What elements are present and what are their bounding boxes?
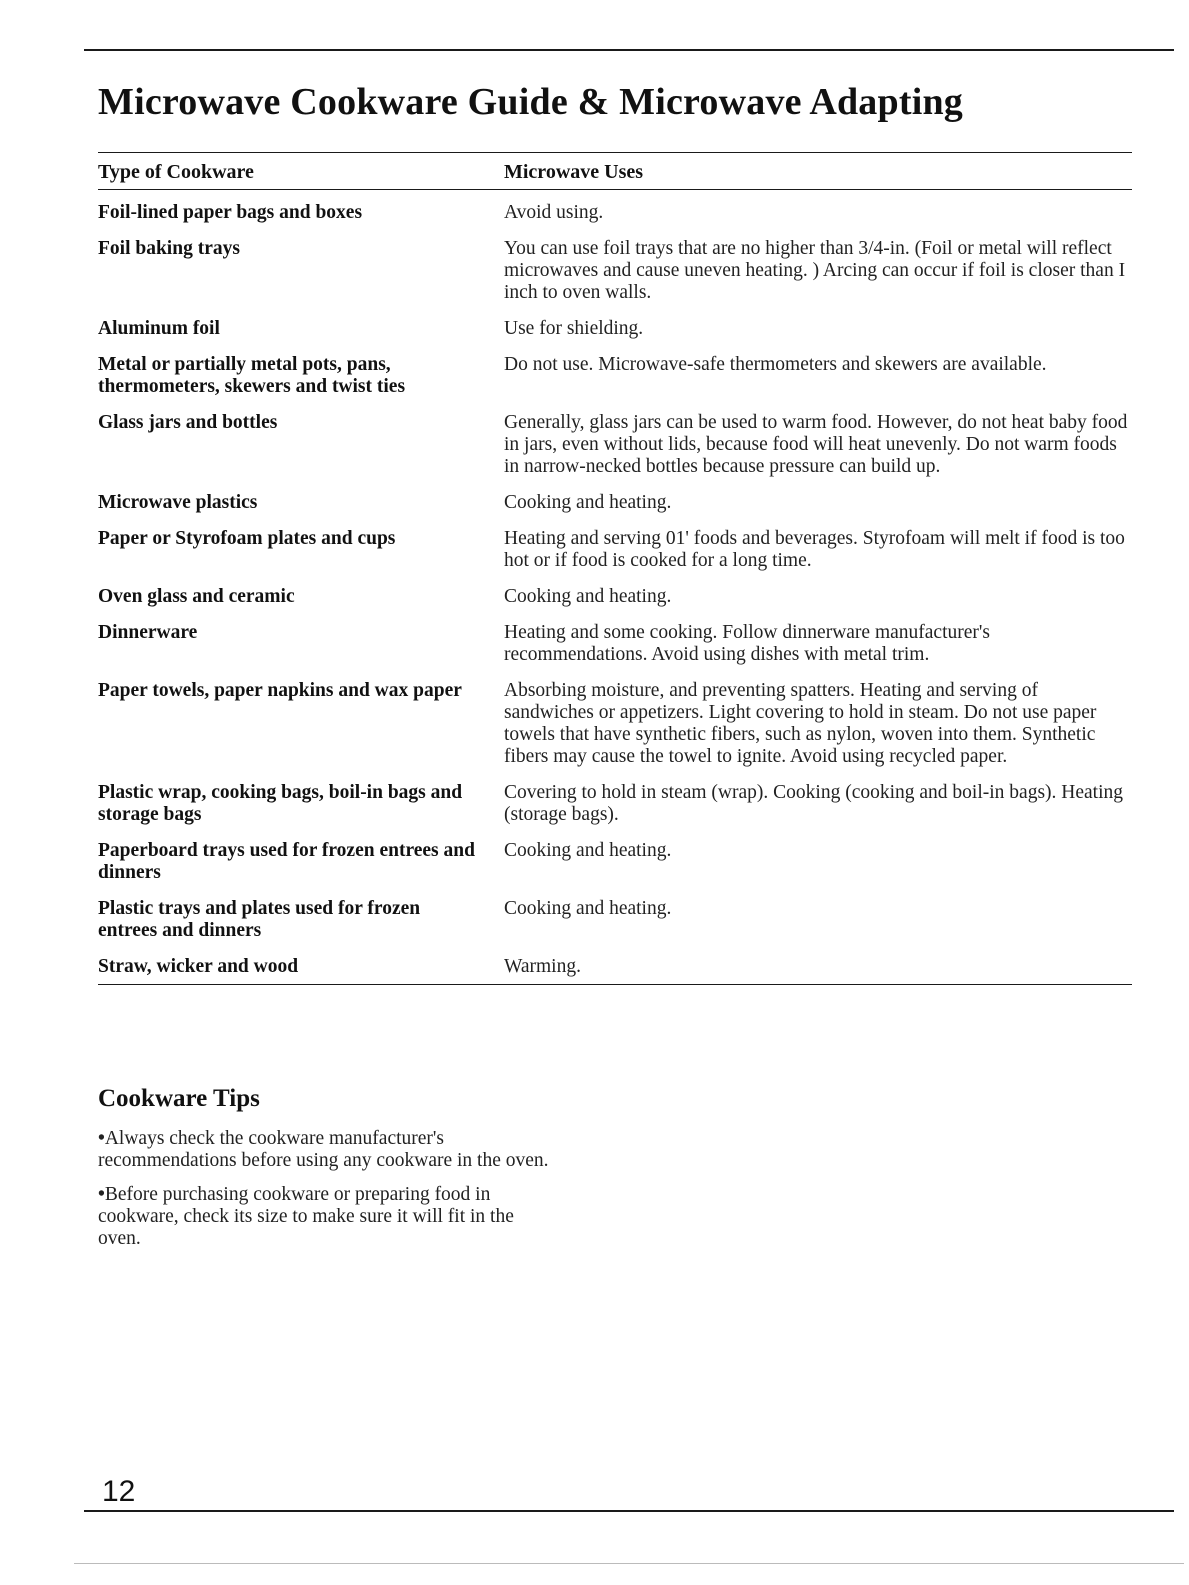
tip-item <box>98 1184 558 1250</box>
tip-item <box>98 1128 558 1172</box>
microwave-use: Cooking and heating. <box>504 898 672 919</box>
cookware-type: Foil-lined paper bags and boxes <box>98 202 363 223</box>
cookware-type: Foil baking trays <box>98 238 240 259</box>
top-rule <box>84 49 1174 51</box>
header-type-of-cookware: Type of Cookware <box>98 153 504 190</box>
cookware-type: Metal or partially metal pots, pans, thermometers, skewers and twist ties <box>98 354 406 397</box>
microwave-use: Cooking and heating. <box>504 840 672 861</box>
footer-rule <box>74 1563 1184 1564</box>
cookware-type: Paperboard trays used for frozen entrees and dinners <box>98 840 475 883</box>
cookware-type: Straw, wicker and wood <box>98 956 504 985</box>
header-microwave-uses: Microwave Uses <box>504 153 1132 190</box>
cookware-tips-list <box>98 1128 558 1262</box>
microwave-use: Covering to hold in steam (wrap). Cooking (cooking and boil-in bags). Heating (storage bags). <box>504 782 1124 825</box>
table-row <box>98 622 1132 680</box>
cookware-type: Oven glass and ceramic <box>98 586 295 607</box>
microwave-use: Generally, glass jars can be used to warm food. However, do not heat baby food in jars, even without lids, because food will heat unevenly. Do not warm foods in narrow-necked bottles because pressure can build up. <box>504 412 1128 477</box>
microwave-use: Warming. <box>504 956 1132 985</box>
table-row <box>98 680 1132 782</box>
microwave-use: Cooking and heating. <box>504 492 672 513</box>
bullet-icon: • <box>98 1128 105 1149</box>
microwave-use: Use for shielding. <box>504 318 644 339</box>
table-row <box>98 586 1132 622</box>
cookware-tips-heading: Cookware Tips <box>98 1085 260 1112</box>
cookware-type: Plastic wrap, cooking bags, boil-in bags and storage bags <box>98 782 463 825</box>
microwave-use: Do not use. Microwave-safe thermometers and skewers are available. <box>504 354 1047 375</box>
page-number: 12 <box>102 1475 136 1508</box>
bullet-icon: • <box>98 1184 105 1205</box>
microwave-use: Absorbing moisture, and preventing spatters. Heating and serving of sandwiches or appetizers. Light covering to hold in steam. Do not use paper towels that have synthetic fibers, such as nylon, woven into them. Synthetic fibers may cause the towel to ignite. Avoid using recycled paper. <box>504 680 1097 767</box>
table-row <box>98 412 1132 492</box>
page-title: Microwave Cookware Guide & Microwave Adapting <box>98 81 963 123</box>
table-row <box>98 528 1132 586</box>
cookware-type: Microwave plastics <box>98 492 258 513</box>
table-header-row <box>98 153 1132 190</box>
table-row <box>98 318 1132 354</box>
cookware-type: Dinnerware <box>98 622 198 643</box>
cookware-type: Paper or Styrofoam plates and cups <box>98 528 396 549</box>
table-row <box>98 238 1132 318</box>
cookware-type: Aluminum foil <box>98 318 220 339</box>
microwave-use: Avoid using. <box>504 202 604 223</box>
microwave-use: Heating and some cooking. Follow dinnerware manufacturer's recommendations. Avoid using dishes with metal trim. <box>504 622 990 665</box>
tip-text: Always check the cookware manufacturer's recommendations before using any cookware in the oven. <box>98 1128 549 1171</box>
table-row <box>98 782 1132 840</box>
table-row <box>98 190 1132 239</box>
table-row <box>98 898 1132 956</box>
table-row <box>98 492 1132 528</box>
tip-text: Before purchasing cookware or preparing food in cookware, check its size to make sure it will fit in the oven. <box>98 1184 514 1249</box>
cookware-type: Glass jars and bottles <box>98 412 278 433</box>
table-row <box>98 354 1132 412</box>
cookware-type: Paper towels, paper napkins and wax paper <box>98 680 462 701</box>
bottom-rule <box>84 1510 1174 1512</box>
table-row <box>98 956 1132 985</box>
microwave-use: Heating and serving 01' foods and beverages. Styrofoam will melt if food is too hot or if food is cooked for a long time. <box>504 528 1125 571</box>
cookware-table <box>98 152 1132 985</box>
microwave-use: You can use foil trays that are no higher than 3/4-in. (Foil or metal will reflect microwaves and cause uneven heating. ) Arcing can occur if foil is closer than I inch to oven walls. <box>504 238 1126 303</box>
microwave-use: Cooking and heating. <box>504 586 672 607</box>
cookware-type: Plastic trays and plates used for frozen entrees and dinners <box>98 898 421 941</box>
table-row <box>98 840 1132 898</box>
cookware-table-container <box>98 152 1132 985</box>
